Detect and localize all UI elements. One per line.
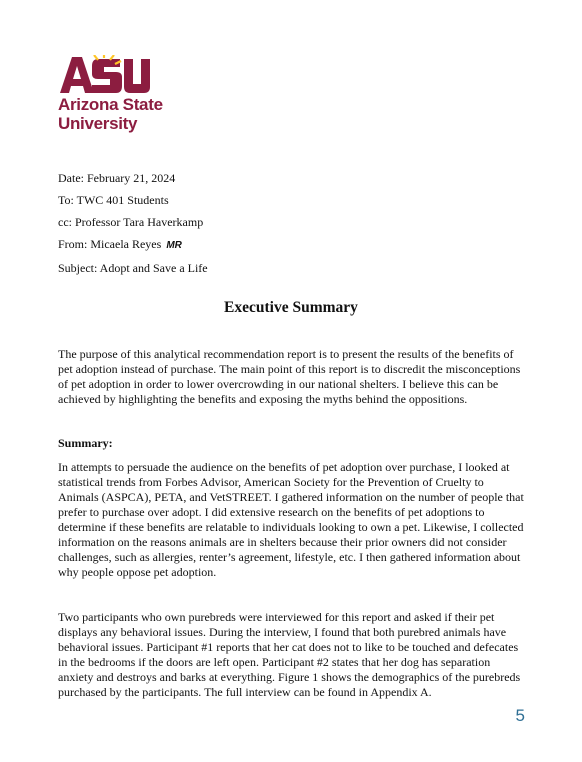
- memo-to: To: TWC 401 Students: [58, 193, 169, 207]
- logo-line-2: University: [58, 114, 138, 133]
- page-number: 5: [515, 706, 525, 725]
- paragraph-line: Two participants who own purebreds were interviewed for this report and asked if their pet: [58, 610, 495, 624]
- paragraph-line: in the bedrooms if the doors are left open. Participant #2 states that her dog has separation: [58, 655, 491, 669]
- university-name: [58, 95, 168, 133]
- memo-cc: cc: Professor Tara Haverkamp: [58, 215, 204, 229]
- paragraph-line: pet adoption instead of purchase. The main point of this report is to discredit the misconceptions: [58, 362, 521, 376]
- memo-subject: Subject: Adopt and Save a Life: [58, 261, 208, 275]
- interview-paragraph: [58, 610, 528, 700]
- paragraph-line: prefer to purchase over adopt. I did extensive research on the benefits of pet adoptions to: [58, 505, 485, 519]
- memo-from: From: Micaela Reyes: [58, 237, 162, 251]
- paragraph-line: determine if these benefits are relatable to individuals looking to own a pet. Likewise, I collected: [58, 520, 524, 534]
- summary-heading: Summary:: [58, 436, 113, 450]
- paragraph-line: statistical trends from Forbes Advisor, American Society for the Prevention of Cruelty to: [58, 475, 484, 489]
- paragraph-line: displays any behavioral issues. During the interview, I found that both purebred animals have: [58, 625, 507, 639]
- author-initials: MR: [166, 240, 182, 251]
- intro-paragraph: [58, 347, 528, 407]
- paragraph-line: purchased by the participants. The full interview can be found in Appendix A.: [58, 685, 432, 699]
- paragraph-line: In attempts to persuade the audience on the benefits of pet adoption over purchase, I looked at: [58, 460, 510, 474]
- paragraph-line: achieved by highlighting the benefits and exposing the myths behind the oppositions.: [58, 392, 468, 406]
- paragraph-line: of pet adoption in order to lower overcrowding in our national shelters. I believe this can be: [58, 377, 499, 391]
- memo-date: Date: February 21, 2024: [58, 171, 176, 185]
- asu-logo: [58, 55, 168, 133]
- paragraph-line: Animals (ASPCA), PETA, and VetSTREET. I gathered information on the number of people that: [58, 490, 524, 504]
- memo-from-row: [58, 233, 208, 257]
- paragraph-line: information on the reasons animals are in shelters because their prior owners did not consider: [58, 535, 507, 549]
- paragraph-line: anxiety and destroys and barks at everything. Figure 1 shows the demographics of the purebreds: [58, 670, 521, 684]
- paragraph-line: challenges, such as allergies, renter’s agreement, lifestyle, etc. I then gathered information about: [58, 550, 521, 564]
- paragraph-line: behavioral issues. Participant #1 reports that her cat does not to like to be touched and defecates: [58, 640, 519, 654]
- paragraph-line: why people oppose pet adoption.: [58, 565, 217, 579]
- asu-sunburst-mark-icon: [58, 55, 150, 95]
- memo-header: [58, 167, 208, 279]
- summary-paragraph: [58, 460, 528, 580]
- page-title: Executive Summary: [224, 299, 358, 316]
- logo-line-1: Arizona State: [58, 95, 163, 114]
- paragraph-line: The purpose of this analytical recommendation report is to present the results of the benefits of: [58, 347, 514, 361]
